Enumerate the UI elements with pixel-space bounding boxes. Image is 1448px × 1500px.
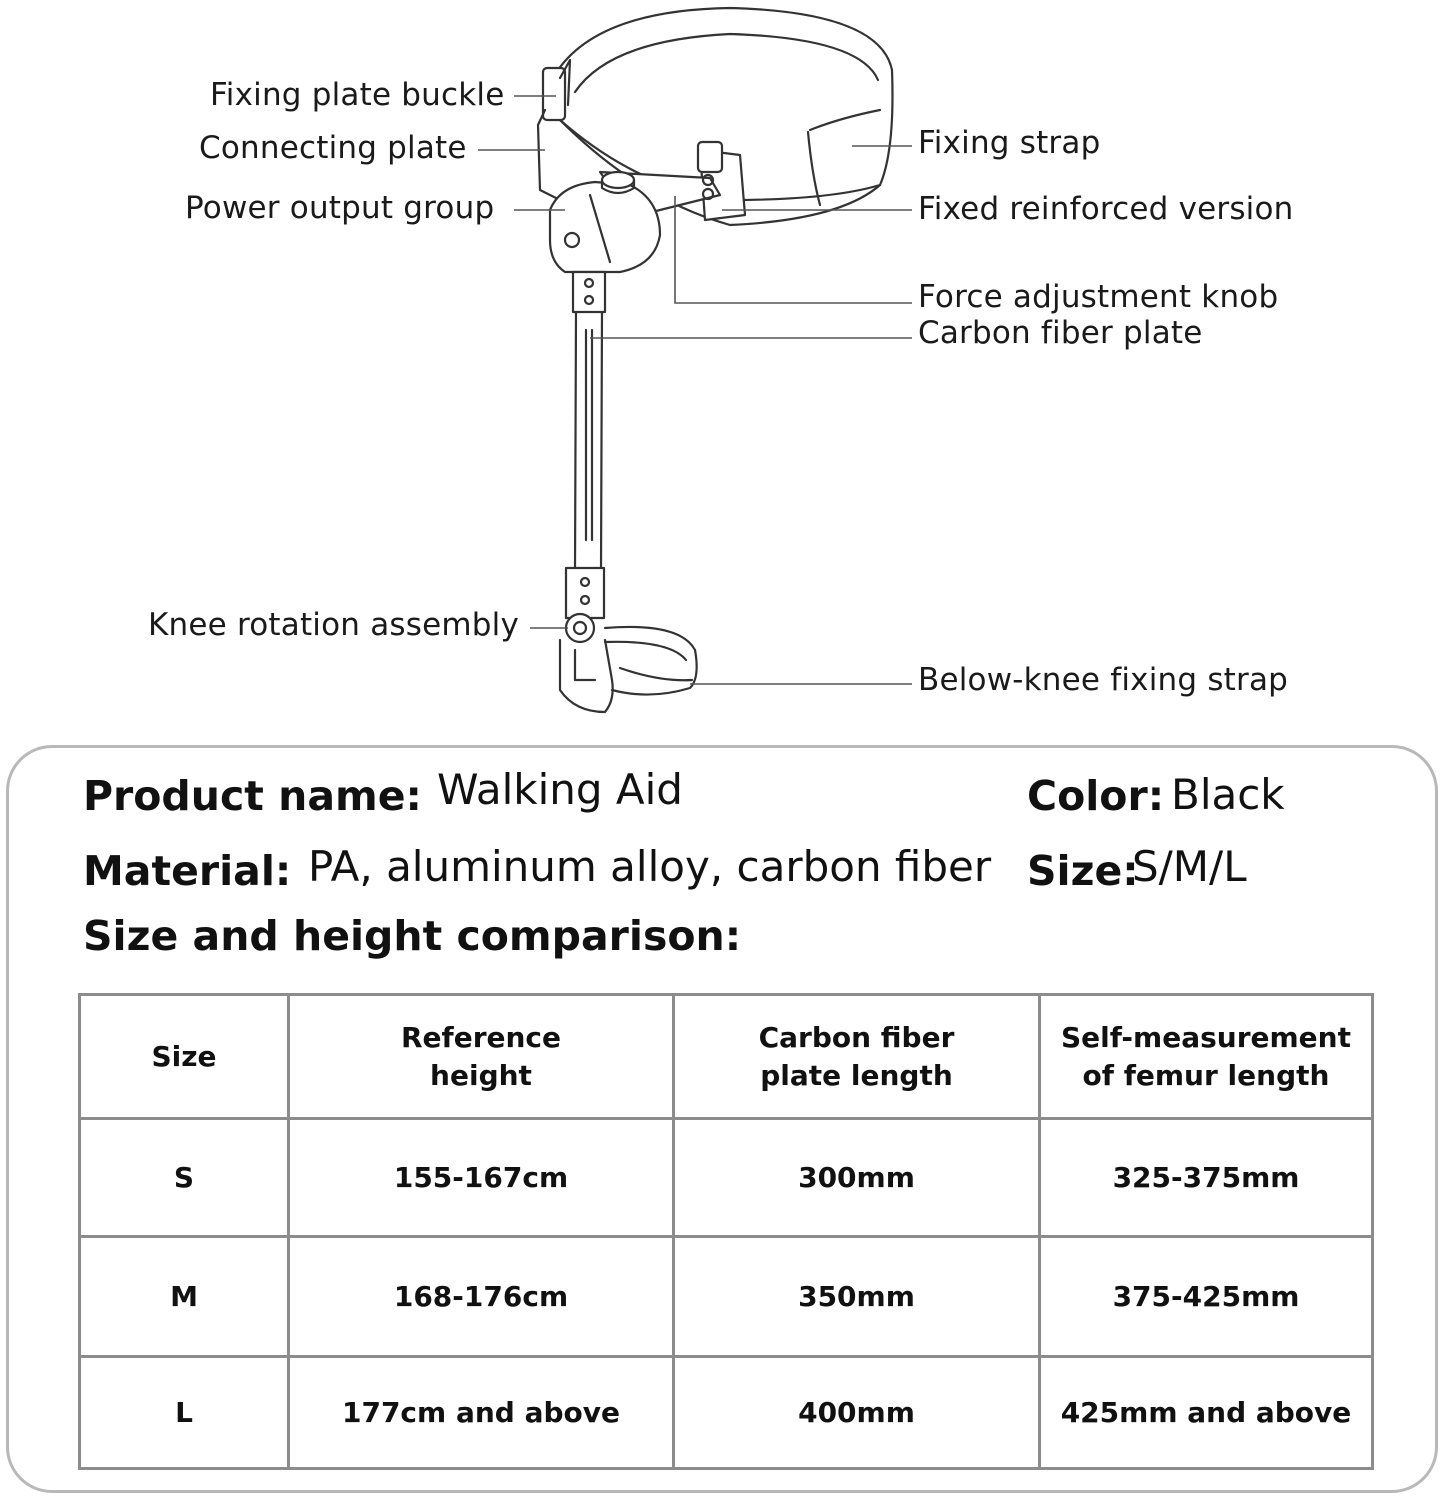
- label-knee-rotation-assembly: Knee rotation assembly: [148, 607, 519, 643]
- label-below-knee-fixing-strap: Below-knee fixing strap: [918, 662, 1289, 698]
- label-fixing-strap: Fixing strap: [918, 125, 1101, 161]
- product-name-value: Walking Aid: [437, 765, 683, 814]
- label-connecting-plate: Connecting plate: [199, 130, 467, 166]
- color-value: Black: [1171, 770, 1285, 819]
- cell-reference-height: 155-167cm: [289, 1119, 674, 1237]
- label-fixed-reinforced-version: Fixed reinforced version: [918, 191, 1294, 227]
- buckle-connecting-plate: [538, 60, 570, 200]
- cell-plate-length: 350mm: [674, 1237, 1040, 1357]
- label-force-adjustment-knob: Force adjustment knob: [918, 279, 1279, 315]
- table-row: [80, 1237, 1373, 1357]
- size-label: Size:: [1027, 847, 1139, 895]
- cell-size: M: [80, 1237, 289, 1357]
- label-carbon-fiber-plate: Carbon fiber plate: [918, 315, 1203, 351]
- cell-reference-height: 177cm and above: [289, 1357, 674, 1469]
- table-header-row: [80, 995, 1373, 1119]
- table-row: [80, 1357, 1373, 1469]
- cell-size: L: [80, 1357, 289, 1469]
- cell-reference-height: 168-176cm: [289, 1237, 674, 1357]
- cell-plate-length: 300mm: [674, 1119, 1040, 1237]
- cell-femur-length: 425mm and above: [1040, 1357, 1373, 1469]
- label-power-output-group: Power output group: [185, 190, 495, 226]
- label-fixing-plate-buckle: Fixing plate buckle: [210, 77, 505, 113]
- cell-plate-length: 400mm: [674, 1357, 1040, 1469]
- cell-femur-length: 375-425mm: [1040, 1237, 1373, 1357]
- color-label: Color:: [1027, 772, 1165, 820]
- knee-rotation-drawing: [560, 568, 613, 712]
- size-table: [78, 993, 1374, 1470]
- below-knee-strap-drawing: [605, 627, 697, 695]
- cell-femur-length: 325-375mm: [1040, 1119, 1373, 1237]
- header-reference-height: Reference height: [289, 995, 674, 1119]
- size-value: S/M/L: [1132, 842, 1247, 891]
- product-name-label: Product name:: [83, 772, 422, 820]
- header-size: Size: [80, 995, 289, 1119]
- power-output-group: [550, 172, 720, 272]
- table-row: [80, 1119, 1373, 1237]
- comparison-heading: Size and height comparison:: [83, 912, 742, 960]
- cell-size: S: [80, 1119, 289, 1237]
- header-carbon-fiber-plate-length: Carbon fiber plate length: [674, 995, 1040, 1119]
- carbon-fiber-plate-drawing: [573, 272, 605, 570]
- material-label: Material:: [83, 847, 292, 895]
- header-femur-length: Self-measurement of femur length: [1040, 995, 1373, 1119]
- material-value: PA, aluminum alloy, carbon fiber: [308, 842, 992, 891]
